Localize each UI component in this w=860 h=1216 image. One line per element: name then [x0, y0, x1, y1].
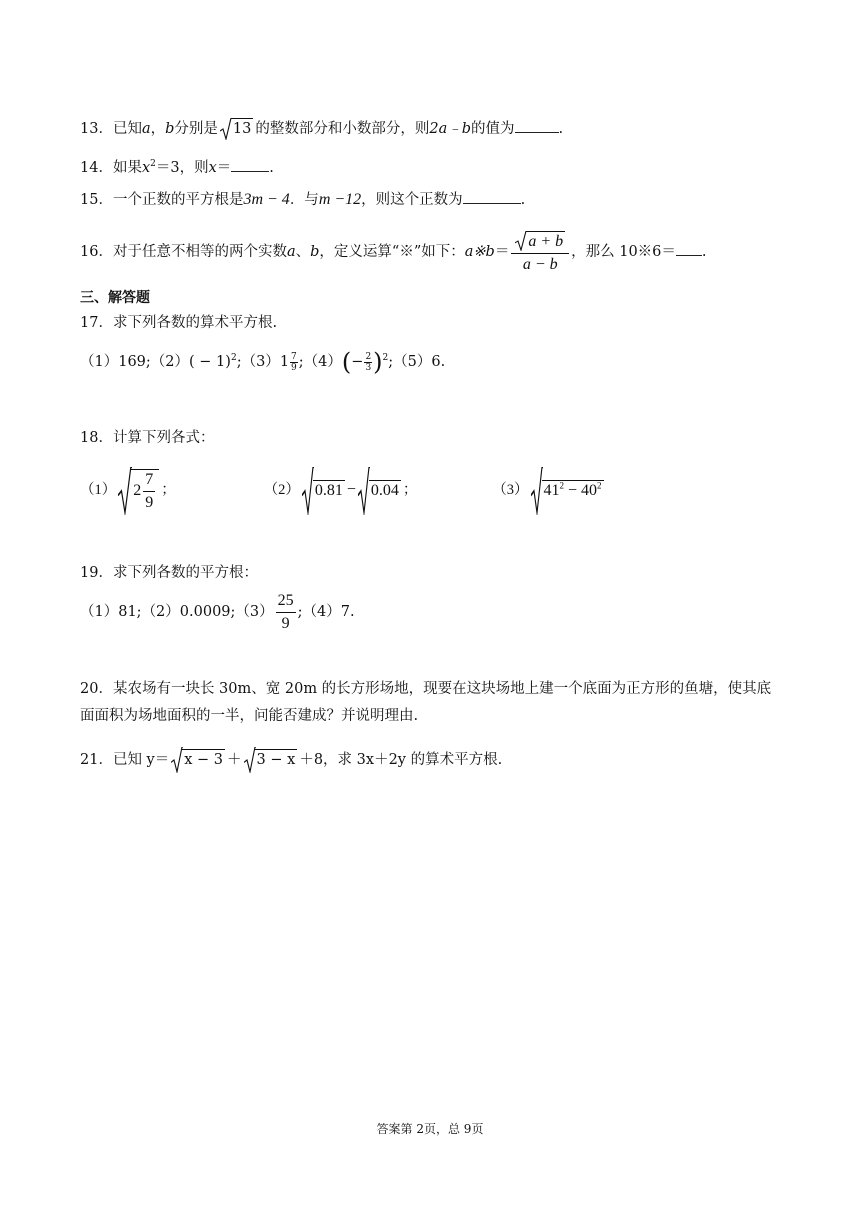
section-heading: 三、解答题	[80, 290, 150, 306]
denominator: 9	[145, 493, 154, 511]
question-15	[80, 189, 780, 211]
question-19-parts	[80, 590, 780, 634]
part-5: （5）6.	[393, 354, 446, 370]
question-number: 18．	[80, 430, 113, 446]
denominator: 9	[291, 362, 297, 373]
radical-sign-icon	[358, 467, 370, 515]
question-18-parts	[80, 466, 780, 515]
question-20	[80, 676, 780, 730]
question-number: 16．	[80, 244, 113, 260]
sqrt-mixed-number	[118, 467, 159, 515]
radicand: 3 − x	[255, 749, 298, 769]
text: ＝3，则	[155, 160, 209, 176]
sqrt-x-minus-3	[171, 747, 225, 773]
numerator: 7	[291, 351, 297, 362]
question-number: 19．	[80, 565, 113, 581]
exponent: 2	[150, 159, 156, 170]
exponent: 2	[230, 353, 237, 364]
radicand	[542, 480, 604, 500]
radicand: 13	[231, 118, 253, 138]
var-b: b	[165, 121, 175, 137]
exponent: 2	[382, 353, 389, 364]
var-b: b	[310, 244, 320, 260]
text: ，定义运算“※”如下：	[319, 244, 465, 260]
part-label: （3）	[492, 482, 529, 498]
expression: 2a﹣b	[429, 121, 472, 137]
text: 如果	[112, 160, 142, 176]
question-text: 某农场有一块长 30m、宽 20m 的长方形场地，现要在这块场地上建一个底面为正方形的鱼塘，使其底面面积为场地面积的一半，问能否建成？并说明理由.	[80, 681, 772, 724]
question-number: 13．	[80, 121, 113, 137]
part-1	[80, 466, 260, 515]
radicand: x − 3	[182, 749, 225, 769]
page-footer: 答案第 2页，总 9页	[376, 1122, 484, 1136]
sqrt-difference	[531, 467, 604, 515]
operator: −	[346, 481, 356, 498]
text: 已知	[112, 121, 142, 137]
numerator	[511, 231, 569, 254]
question-text: 求下列各数的平方根：	[112, 565, 258, 581]
text: ；	[402, 482, 418, 498]
question-19	[80, 562, 780, 584]
part-4: （4）7.	[302, 604, 355, 620]
var-x: x	[208, 160, 217, 176]
denominator: 3	[365, 362, 372, 373]
text: 对于任意不相等的两个实数	[112, 244, 287, 260]
var-x: x	[141, 160, 151, 176]
exponent: 2	[559, 480, 564, 491]
part-4-label: （4）	[303, 354, 342, 370]
radicand	[131, 469, 159, 512]
text: 分别是	[174, 121, 218, 137]
fraction	[143, 471, 155, 512]
text: .	[269, 160, 274, 176]
paren: (	[341, 348, 352, 376]
fraction	[276, 592, 296, 633]
text: .	[701, 244, 707, 260]
numerator: 25	[276, 592, 296, 613]
part-1: （1）169;	[80, 354, 151, 370]
text: 已知 y＝	[112, 752, 170, 768]
question-text: 计算下列各式：	[112, 430, 215, 446]
text: 的整数部分和小数部分，则	[255, 121, 430, 137]
denominator: 9	[281, 614, 290, 632]
part-3-label: （3）	[241, 354, 280, 370]
sqrt-0-81	[302, 467, 345, 515]
text: 、	[295, 244, 311, 260]
text: ;	[388, 354, 394, 370]
radical-sign-icon	[171, 747, 183, 773]
denominator: a − b	[522, 255, 558, 273]
radicand: a + b	[528, 232, 564, 250]
answer-blank	[676, 241, 702, 256]
sqrt-0-04	[358, 467, 401, 515]
radical-sign-icon	[244, 747, 256, 773]
base: 41	[543, 481, 560, 499]
part-label: （2）	[263, 482, 300, 498]
text: ;	[297, 604, 303, 620]
text: .	[558, 121, 564, 137]
text: ＝	[216, 160, 232, 176]
text: ，则这个正数为	[361, 192, 463, 208]
question-17-parts	[80, 346, 780, 378]
expression: 3m − 4	[243, 191, 290, 208]
text: 的值为	[471, 121, 515, 137]
text: ＋8，求 3x＋2y 的算术平方根.	[299, 752, 503, 768]
numerator: 7	[143, 471, 155, 492]
text: ;	[236, 354, 242, 370]
text: ，	[150, 121, 166, 137]
sqrt-3-minus-x	[244, 747, 298, 773]
text: ＝	[494, 244, 510, 260]
part-2-label: （2）	[150, 354, 190, 370]
part-3	[492, 466, 605, 515]
question-number: 15．	[80, 192, 113, 208]
operator: ＋	[227, 752, 242, 768]
text: .	[520, 192, 526, 208]
question-13	[80, 118, 780, 140]
part-2	[264, 466, 489, 515]
answer-blank	[231, 157, 269, 172]
sqrt-13	[220, 118, 253, 140]
part-3-label: （3）	[235, 604, 274, 620]
radical-sign-icon	[531, 467, 543, 515]
radicand: 0.04	[370, 481, 399, 499]
part-1: （1）81;	[80, 604, 142, 620]
operator: −	[564, 481, 582, 499]
question-number: 21．	[80, 752, 113, 768]
part-2-expr: ( − 1)	[189, 354, 231, 370]
text: 一个正数的平方根是	[112, 192, 244, 208]
operation: a※b	[464, 244, 495, 260]
text: ；	[161, 482, 176, 498]
question-14	[80, 157, 780, 179]
question-number: 17．	[80, 315, 113, 331]
answer-blank	[515, 118, 559, 133]
question-number: 14．	[80, 160, 113, 176]
radical-sign-icon	[302, 467, 314, 515]
mixed-whole: 1	[279, 354, 290, 370]
text: ，那么 10※6＝	[571, 244, 676, 260]
text: ;	[298, 354, 304, 370]
question-21	[80, 747, 780, 773]
small-fraction	[290, 352, 298, 373]
part-2: （2）0.0009;	[141, 604, 236, 620]
small-fraction	[364, 352, 372, 373]
part-label: （1）	[80, 482, 117, 498]
sqrt-a-plus-b	[515, 231, 565, 251]
answer-blank	[463, 189, 521, 204]
var-a: a	[141, 121, 151, 137]
question-16	[80, 228, 780, 276]
question-17	[80, 312, 780, 334]
radical-sign-icon	[515, 231, 527, 251]
text: ．与	[289, 192, 319, 208]
question-18	[80, 427, 780, 449]
exponent: 2	[597, 480, 602, 491]
fraction	[511, 231, 569, 274]
numerator: 2	[365, 351, 372, 362]
mixed-whole: 2	[133, 481, 142, 499]
expression: m −12	[318, 191, 362, 208]
radical-sign-icon	[220, 118, 232, 140]
question-number: 20．	[80, 681, 113, 697]
text: −	[351, 354, 364, 370]
question-text: 求下列各数的算术平方根.	[112, 315, 278, 331]
paren: )	[373, 348, 383, 376]
radicand: 0.81	[314, 481, 343, 499]
base: 40	[581, 481, 598, 499]
var-a: a	[286, 244, 296, 260]
radical-sign-icon	[118, 467, 132, 515]
